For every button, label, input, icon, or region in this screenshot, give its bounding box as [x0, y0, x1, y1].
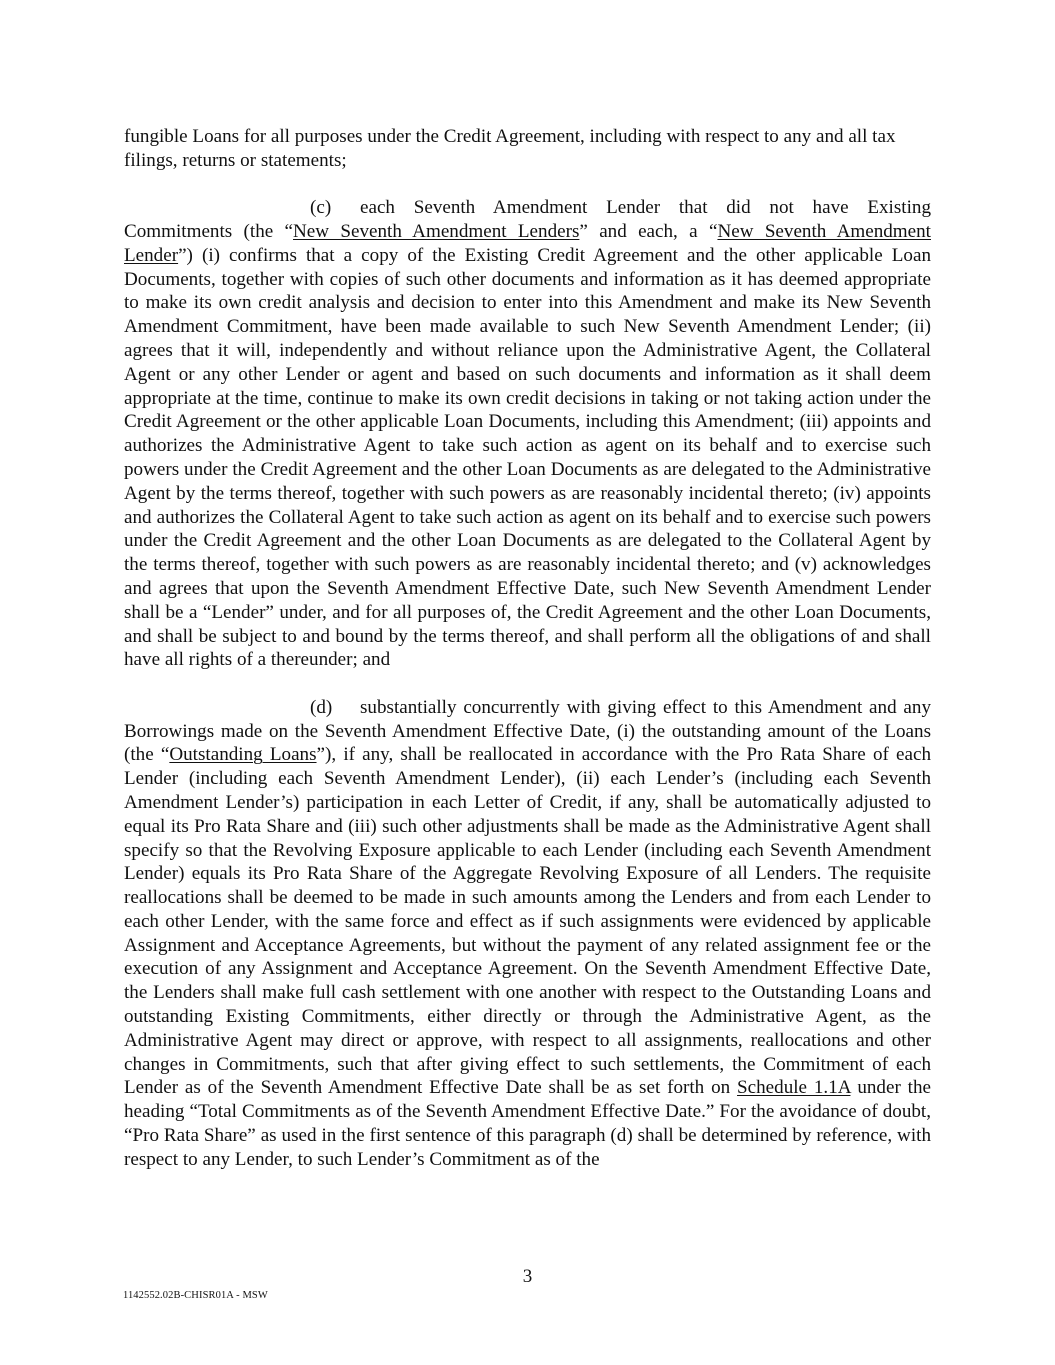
paragraph-c-text-1: each Seventh Amendment Lender that did not have Existing Commitments (the “	[124, 197, 931, 242]
schedule-reference: Schedule 1.1A	[737, 1077, 851, 1099]
defined-term-outstanding-loans: Outstanding Loans	[169, 744, 317, 766]
defined-term-new-lender: New Seventh Amendment Lender	[124, 220, 931, 266]
paragraph-d-text-3: under the heading “Total Commitments as of the Seventh Amendment Effective Date.” For the avoidance of doubt, “Pro Rata Share” as used in the first sentence of this paragraph (d) shall be determined by reference, with respect to any Lender, to such Lender’s Commitment as of the	[124, 1077, 931, 1170]
document-footer-id: 1142552.02B-CHISR01A - MSW	[123, 1290, 268, 1301]
paragraph-d-text-2: ”), if any, shall be reallocated in accordance with the Pro Rata Share of each Lender (including each Seventh Amendment Lender), (ii) each Lender’s (including each Seventh Amendment Lender’s) participation in each Letter of Credit, if any, shall be automatically adjusted to equal its Pro Rata Share and (iii) such other adjustments shall be made as the Administrative Agent shall specify so that the Revolving Exposure applicable to each Lender (including each Seventh Amendment Lender) equals its Pro Rata Share of the Aggregate Revolving Exposure of all Lenders. The requisite reallocations shall be deemed to be made in such amounts among the Lenders and from each Lender to each other Lender, with the same force and effect as if such assignments were evidenced by applicable Assignment and Acceptance Agreements, but without the payment of any related assignment fee or the execution of any Assignment and Acceptance Agreement. On the Seventh Amendment Effective Date, the Lenders shall make full cash settlement with one another with respect to the Outstanding Loans and outstanding Existing Commitments, either directly or through the Administrative Agent, as the Administrative Agent may direct or approve, with respect to all assignments, reallocations and other changes in Commitments, such that after giving effect to such settlements, the Commitment of each Lender as of the Seventh Amendment Effective Date shall be as set forth on	[124, 744, 932, 1099]
paragraph-c-text-2: ” and each, a “	[579, 220, 718, 242]
paragraph-c	[124, 196, 931, 672]
defined-term-new-lenders: New Seventh Amendment Lenders	[293, 220, 580, 242]
paragraph-spacer	[124, 173, 931, 197]
paragraph-spacer	[124, 672, 931, 696]
paragraph-c-text-3: ”) (i) confirms that a copy of the Existing Credit Agreement and the other applicable Loan Documents, together with copies of such other documents and information as it has deemed appropriate to make its own credit analysis and decision to enter into this Amendment and make its New Seventh Amendment Commitment, have been made available to such New Seventh Amendment Lender; (ii) agrees that it will, independently and without reliance upon the Administrative Agent, the Collateral Agent or any other Lender or agent and based on such documents and information as it shall deem appropriate at the time, continue to make its own credit decisions in taking or not taking action under the Credit Agreement or the other applicable Loan Documents, including this Amendment; (iii) appoints and authorizes the Administrative Agent to take such action as agent on its behalf and to exercise such powers under the Credit Agreement and the other Loan Documents as are delegated to the Administrative Agent by the terms thereof, together with such powers as are reasonably incidental thereto; (iv) appoints and authorizes the Collateral Agent to take such action as agent on its behalf and to exercise such powers under the Credit Agreement and the other Loan Documents as are delegated to the Collateral Agent by the terms thereof, together with such powers as are reasonably incidental thereto; and (v) acknowledges and agrees that upon the Seventh Amendment Effective Date, such New Seventh Amendment Lender shall be a “Lender” under, and for all purposes of, the Credit Agreement and the other Loan Documents, and shall be subject to and bound by the terms thereof, and shall perform all the obligations of and shall have all rights of a thereunder; and	[124, 244, 931, 671]
paragraph-c-label: (c)	[310, 197, 332, 219]
continued-paragraph: fungible Loans for all purposes under the Credit Agreement, including with respect to any and all tax filings, returns or statements;	[124, 126, 896, 171]
document-body	[124, 125, 931, 1172]
paragraph-d	[124, 696, 931, 1172]
paragraph-d-label: (d)	[310, 696, 333, 718]
page-number: 3	[522, 1266, 533, 1287]
paragraph-d-text-1: substantially concurrently with giving effect to this Amendment and any Borrowings made on the Seventh Amendment Effective Date, (i) the outstanding amount of the Loans (the “	[124, 696, 931, 766]
